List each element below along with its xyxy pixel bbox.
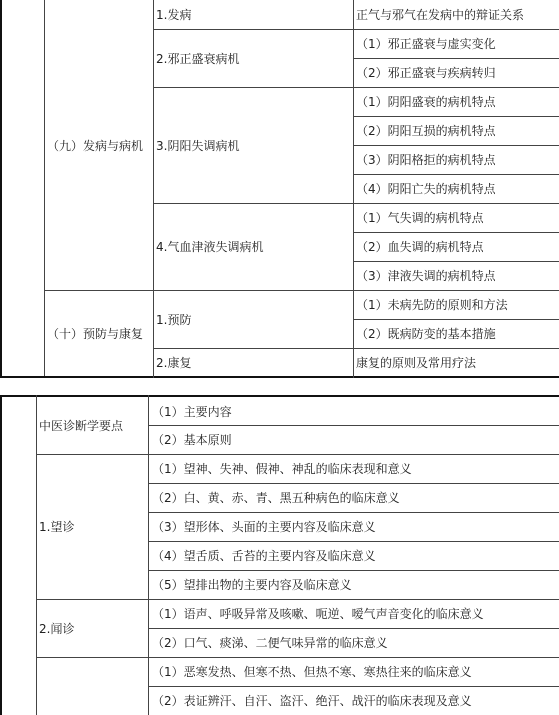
sub-item: （1）邪正盛衰与虚实变化 [356,37,496,51]
section-label-10: （十）预防与康复 [47,326,144,341]
sub-item: （2）既病防变的基本措施 [356,327,496,341]
sub-item: （1）气失调的病机特点 [356,211,484,225]
table1-bottom-border [0,376,559,378]
group-label: 1.望诊 [39,520,75,534]
sub-item: （3）望形体、头面的主要内容及临床意义 [152,520,376,534]
sub-item: （3）阴阳格拒的病机特点 [356,153,496,167]
sub-item: （1）恶寒发热、但寒不热、但热不寒、寒热往来的临床意义 [152,665,472,679]
item-label: 1.预防 [156,312,192,327]
sub-item: 康复的原则及常用疗法 [356,355,477,370]
section-label-9: （九）发病与病机 [47,138,144,153]
table2-left-border [0,395,2,715]
item-label: 2.邪正盛衰病机 [156,51,240,66]
sub-item: （2）邪正盛衰与疾病转归 [356,66,496,80]
item-label: 2.康复 [156,355,192,370]
sub-item: （5）望排出物的主要内容及临床意义 [152,578,352,592]
item-label: 4.气血津液失调病机 [156,240,264,254]
sub-item: （2）血失调的病机特点 [356,240,484,254]
sub-item: （2）白、黄、赤、青、黑五种病色的临床意义 [152,491,400,505]
sub-item: （1）语声、呼吸异常及咳嗽、呃逆、嗳气声音变化的临床意义 [152,607,484,621]
table1-left-border [0,0,2,378]
item-label: 3.阴阳失调病机 [156,138,240,153]
sub-item: （2）表证辨汗、自汗、盗汗、绝汗、战汗的临床表现及意义 [152,694,472,708]
sub-item: （4）阴阳亡失的病机特点 [356,182,496,196]
sub-item: （4）望舌质、舌苔的主要内容及临床意义 [152,549,376,563]
sub-item: （1）望神、失神、假神、神乱的临床表现和意义 [152,462,412,476]
group-label: 2.闻诊 [39,621,75,636]
sub-item: （3）津液失调的病机特点 [356,269,496,283]
sub-item: （1）主要内容 [152,404,232,419]
sub-item: （1）阴阳盛衰的病机特点 [356,95,496,109]
item-label: 1.发病 [156,8,192,22]
sub-item: （2）阴阳互损的病机特点 [356,124,496,138]
sub-item: （2）口气、痰涕、二便气味异常的临床意义 [152,636,388,650]
sub-item: （1）未病先防的原则和方法 [356,298,508,312]
group-label: 中医诊断学要点 [39,419,124,433]
sub-item: 正气与邪气在发病中的辩证关系 [356,8,525,22]
sub-item: （2）基本原则 [152,433,232,447]
